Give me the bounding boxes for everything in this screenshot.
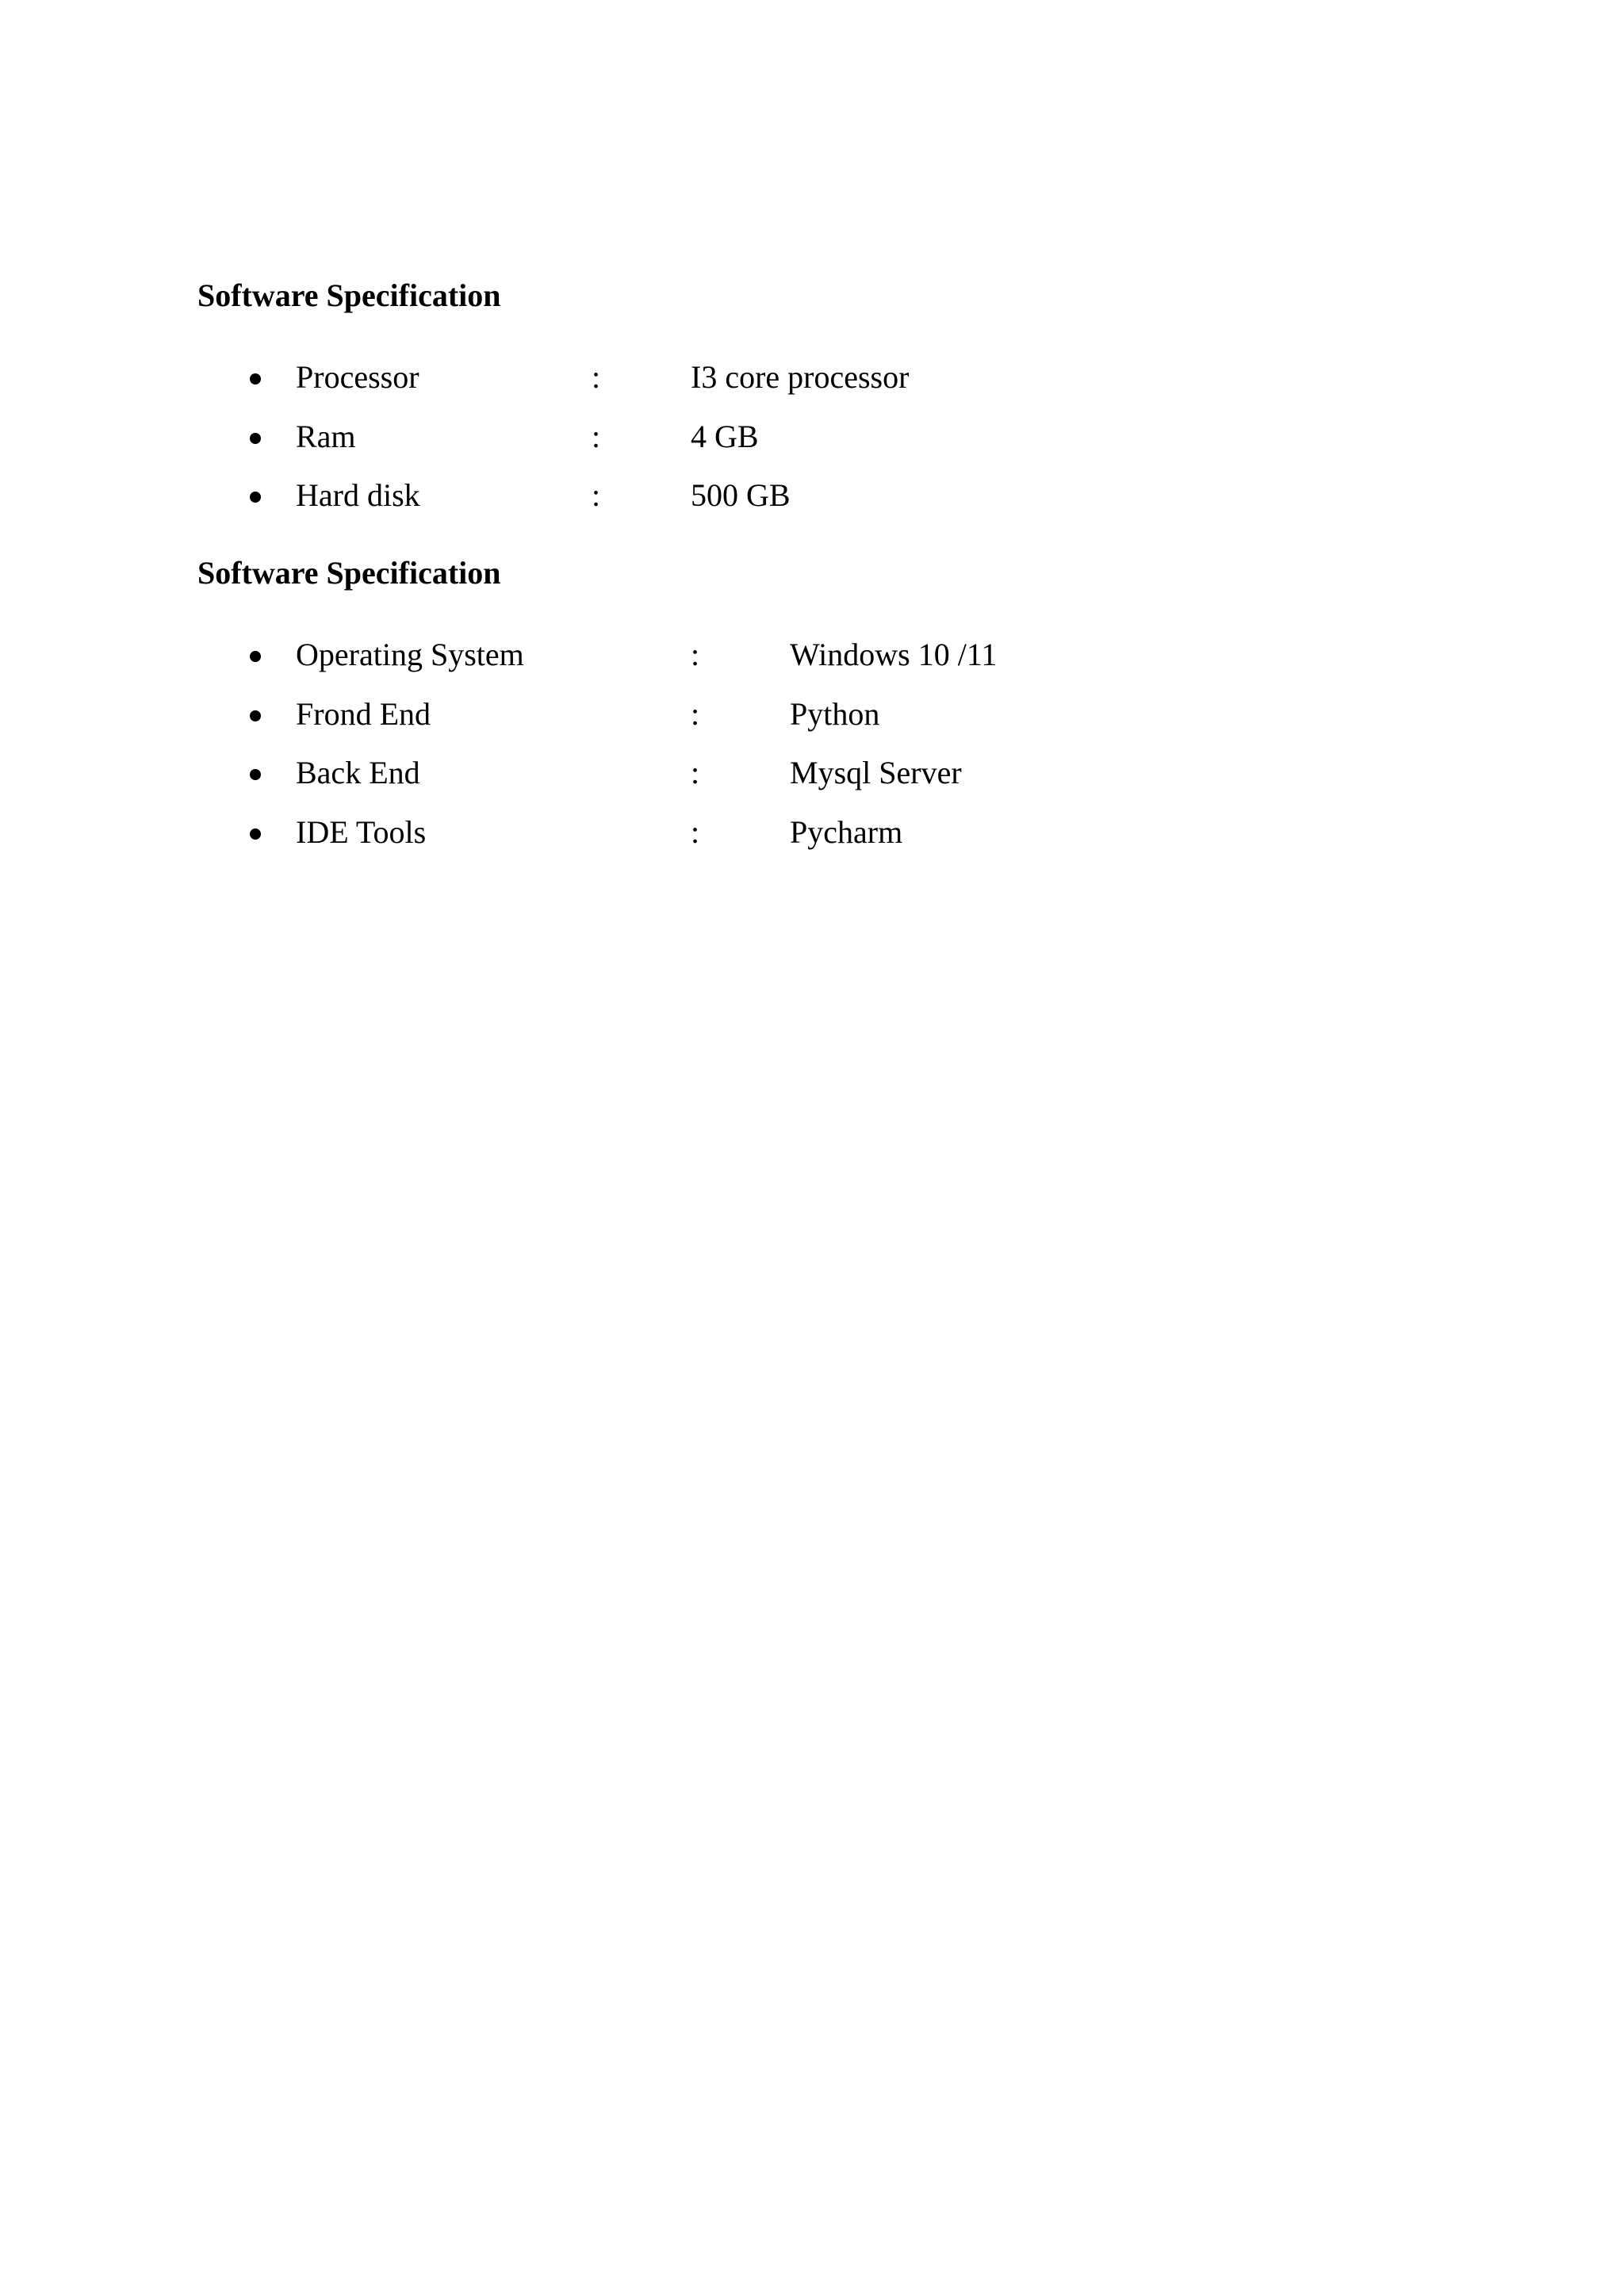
list-item	[0, 813, 1624, 851]
section-heading: Software Specification	[197, 555, 501, 591]
spec-name: Hard disk	[296, 477, 420, 513]
spec-separator: :	[592, 359, 601, 395]
list-item	[0, 476, 1624, 515]
spec-separator: :	[691, 696, 700, 732]
spec-separator: :	[691, 814, 700, 850]
list-item	[0, 754, 1624, 792]
spec-value: I3 core processor	[691, 359, 910, 395]
list-item	[0, 636, 1624, 674]
bullet-icon	[247, 418, 269, 456]
spec-value: 500 GB	[691, 477, 791, 513]
spec-name: Operating System	[296, 637, 524, 672]
spec-separator: :	[691, 755, 700, 790]
spec-separator: :	[691, 637, 700, 672]
spec-name: IDE Tools	[296, 814, 427, 850]
section-heading: Software Specification	[197, 277, 501, 313]
bullet-icon	[247, 695, 269, 733]
spec-name: Ram	[296, 419, 356, 454]
spec-value: 4 GB	[691, 419, 759, 454]
spec-value: Pycharm	[790, 814, 903, 850]
spec-value: Windows 10 /11	[790, 637, 998, 672]
spec-name: Frond End	[296, 696, 431, 732]
list-item	[0, 418, 1624, 456]
spec-name: Back End	[296, 755, 420, 790]
spec-value: Python	[790, 696, 880, 732]
bullet-icon	[247, 636, 269, 674]
spec-separator: :	[592, 419, 601, 454]
bullet-icon	[247, 358, 269, 396]
spec-value: Mysql Server	[790, 755, 962, 790]
spec-separator: :	[592, 477, 601, 513]
bullet-icon	[247, 754, 269, 792]
bullet-icon	[247, 476, 269, 515]
spec-name: Processor	[296, 359, 419, 395]
list-item	[0, 695, 1624, 733]
bullet-icon	[247, 813, 269, 851]
list-item	[0, 358, 1624, 396]
